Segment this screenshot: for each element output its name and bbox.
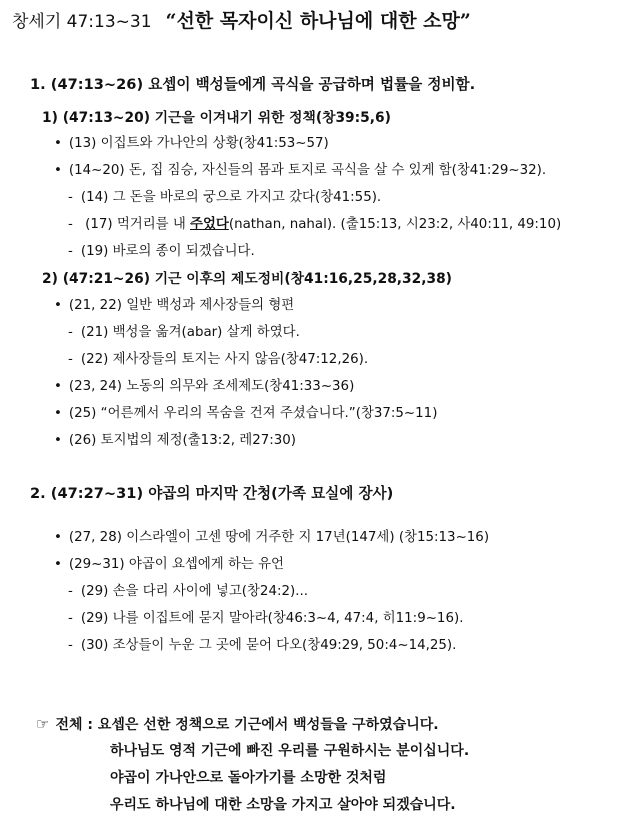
dash-item: - (14) 그 돈을 바로의 궁으로 가지고 갔다(창41:55). [68, 189, 381, 207]
bullet-item: • (26) 토지법의 제정(출13:2, 레27:30) [54, 432, 296, 450]
bullet-item: • (14~20) 돈, 집 짐승, 자신들의 몸과 토지로 곡식을 살 수 있게 함(창41:29~32). [54, 162, 546, 180]
section-1-sub-1-heading: 1) (47:13~20) 기근을 이겨내기 위한 정책(창39:5,6) [42, 110, 391, 126]
dash-item-text: (17) 먹거리를 내 [85, 217, 191, 232]
summary-label: 전체 : [55, 717, 93, 733]
bullet-item: • (25) “어른께서 우리의 목숨을 건져 주셨습니다.”(창37:5~11) [54, 405, 437, 423]
bullet-item: • (29~31) 야곱이 요셉에게 하는 유언 [54, 556, 284, 574]
underlined-word: 주었다 [190, 217, 229, 232]
summary-text: 우리도 하나님에 대한 소망을 가지고 살아야 되겠습니다. [110, 797, 456, 813]
scripture-reference: 창세기 47:13~31 [12, 12, 152, 32]
summary-text: 야곱이 가나안으로 돌아가기를 소망한 것처럼 [110, 770, 387, 786]
bullet-item: • (23, 24) 노동의 의무와 조세제도(창41:33~36) [54, 378, 354, 396]
sermon-title-quote: “선한 목자이신 하나님에 대한 소망” [165, 10, 471, 32]
section-1-heading: 1. (47:13~26) 요셉이 백성들에게 곡식을 공급하며 법률을 정비함. [30, 76, 476, 93]
dash-item: - (21) 백성을 옮겨(abar) 살게 하였다. [68, 324, 300, 342]
dash-item-text: (nathan, nahal). (출15:13, 시23:2, 사40:11, 49:10) [228, 217, 562, 232]
summary-text: 하나님도 영적 기근에 빠진 우리를 구원하시는 분이십니다. [110, 743, 470, 759]
bullet-item: • (21, 22) 일반 백성과 제사장들의 형편 [54, 297, 294, 315]
pointing-hand-icon: ☞ [36, 715, 50, 733]
bullet-item: • (13) 이집트와 가나안의 상황(창41:53~57) [54, 135, 329, 153]
summary-first-line [36, 715, 439, 734]
document-title [12, 8, 471, 35]
dash-item: - (29) 손을 다리 사이에 넣고(창24:2)... [68, 583, 308, 601]
dash-item: - (30) 조상들이 누운 그 곳에 묻어 다오(창49:29, 50:4~14,25). [68, 637, 456, 655]
section-2-heading: 2. (47:27~31) 야곱의 마지막 간청(가족 묘실에 장사) [30, 485, 394, 502]
bullet-item: • (27, 28) 이스라엘이 고센 땅에 거주한 지 17년(147세) (창15:13~16) [54, 529, 489, 547]
section-1-sub-2-heading: 2) (47:21~26) 기근 이후의 제도정비(창41:16,25,28,32,38) [42, 271, 452, 287]
dash-item: - (22) 제사장들의 토지는 사지 않음(창47:12,26). [68, 351, 368, 369]
dash-item: - (19) 바로의 종이 되겠습니다. [68, 243, 255, 261]
dash-item: - (29) 나를 이집트에 묻지 말아라(창46:3~4, 47:4, 히11:9~16). [68, 610, 463, 628]
summary-text: 요셉은 선한 정책으로 기근에서 백성들을 구하였습니다. [97, 717, 439, 733]
dash-item [68, 216, 561, 234]
